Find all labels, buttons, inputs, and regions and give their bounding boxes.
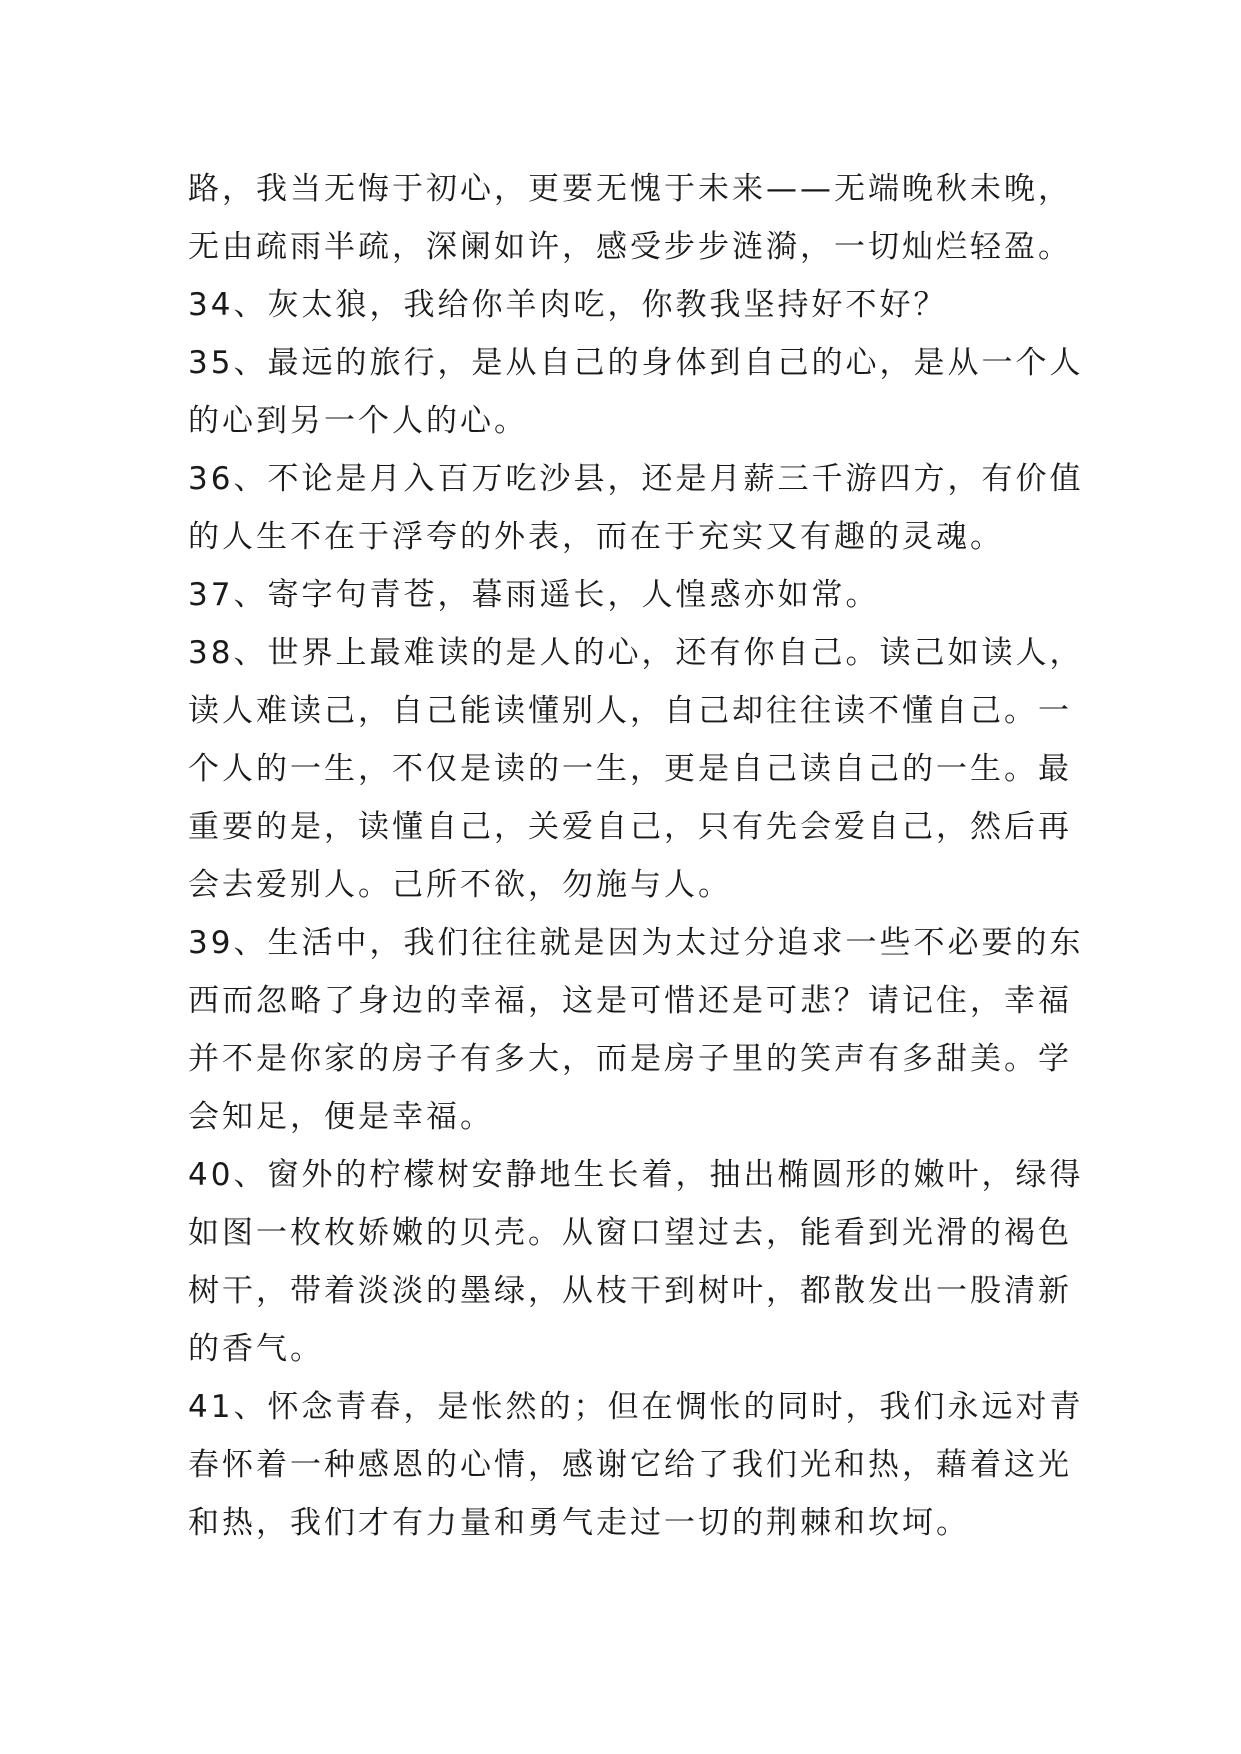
text-line: 35、最远的旅行，是从自己的身体到自己的心，是从一个人 — [188, 345, 1084, 381]
text-line: 无由疏雨半疏，深阑如许，感受步步涟漪，一切灿烂轻盈。 — [188, 229, 1072, 265]
text-line: 会知足，便是幸福。 — [188, 1099, 494, 1135]
text-line: 36、不论是月入百万吃沙县，还是月薪三千游四方，有价值 — [188, 461, 1084, 497]
text-line: 34、灰太狼，我给你羊肉吃，你教我坚持好不好？ — [188, 287, 948, 323]
text-line: 的香气。 — [188, 1331, 324, 1367]
text-line: 重要的是，读懂自己，关爱自己，只有先会爱自己，然后再 — [188, 809, 1072, 845]
text-line: 40、窗外的柠檬树安静地生长着，抽出椭圆形的嫩叶，绿得 — [188, 1157, 1084, 1193]
text-line: 会去爱别人。己所不欲，勿施与人。 — [188, 867, 732, 903]
text-line: 西而忽略了身边的幸福，这是可惜还是可悲？请记住，幸福 — [188, 983, 1072, 1019]
text-line: 的心到另一个人的心。 — [188, 403, 528, 439]
text-line: 个人的一生，不仅是读的一生，更是自己读自己的一生。最 — [188, 751, 1072, 787]
text-line: 并不是你家的房子有多大，而是房子里的笑声有多甜美。学 — [188, 1041, 1072, 1077]
text-line: 路，我当无悔于初心，更要无愧于未来——无端晚秋未晚， — [188, 171, 1072, 207]
text-line: 38、世界上最难读的是人的心，还有你自己。读己如读人， — [188, 635, 1084, 671]
text-line: 37、寄字句青苍，暮雨遥长，人惶惑亦如常。 — [188, 577, 880, 613]
text-line: 春怀着一种感恩的心情，感谢它给了我们光和热，藉着这光 — [188, 1447, 1072, 1483]
text-line: 树干，带着淡淡的墨绿，从枝干到树叶，都散发出一股清新 — [188, 1273, 1072, 1309]
text-line: 41、怀念青春，是怅然的；但在惆怅的同时，我们永远对青 — [188, 1389, 1084, 1425]
text-line: 的人生不在于浮夸的外表，而在于充实又有趣的灵魂。 — [188, 519, 1004, 555]
body-text — [188, 160, 1084, 1552]
text-line: 读人难读己，自己能读懂别人，自己却往往读不懂自己。一 — [188, 693, 1072, 729]
text-line: 和热，我们才有力量和勇气走过一切的荆棘和坎坷。 — [188, 1505, 970, 1541]
text-line: 39、生活中，我们往往就是因为太过分追求一些不必要的东 — [188, 925, 1084, 961]
text-line: 如图一枚枚娇嫩的贝壳。从窗口望过去，能看到光滑的褐色 — [188, 1215, 1072, 1251]
